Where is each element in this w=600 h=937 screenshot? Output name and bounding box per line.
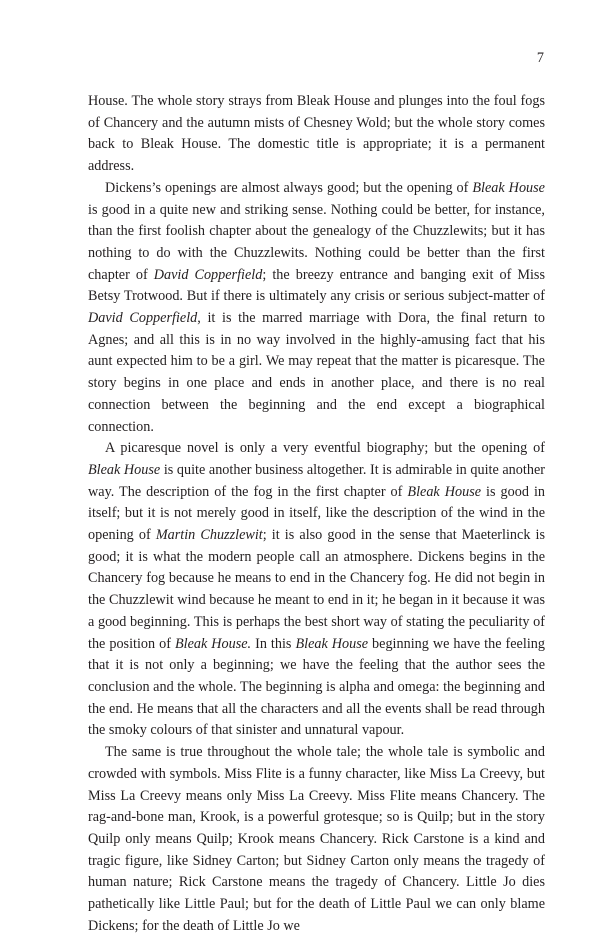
paragraph <box>88 438 545 742</box>
text-run: Dickens’s openings are almost always good; but the opening of <box>105 179 473 196</box>
italic-title-run: Bleak House <box>295 635 369 652</box>
italic-title-run: David Copperfield <box>153 266 263 283</box>
paragraph <box>88 91 545 178</box>
italic-title-run: David Copperfield <box>88 310 198 327</box>
text-run: In this <box>251 635 296 652</box>
paragraph <box>88 178 545 438</box>
text-run: A picaresque novel is only a very eventful biography; but the opening of <box>105 440 545 457</box>
paragraph <box>88 742 545 937</box>
italic-title-run: Bleak House. <box>174 635 252 652</box>
body-text <box>88 91 545 937</box>
italic-title-run: Bleak House <box>472 179 545 196</box>
text-run: is good in itself; but it is not merely good in itself, like the description of the wind in the opening of <box>88 483 545 544</box>
text-run: House. The whole story strays from Bleak House and plunges into the foul fogs of Chancery and the autumn mists of Chesney Wold; but the whole story comes back to Bleak House. The domestic title is appropriate; it is a permanent address. <box>88 93 545 175</box>
italic-title-run: Martin Chuzzlewit <box>155 527 263 544</box>
text-run: , it is the marred marriage with Dora, the final return to Agnes; and all this is in no way involved in the highly-amusing fact that his aunt expected him to be a girl. We may repeat that the matter is picaresque. The story begins in one place and ends in another place, and there is no real connection between the beginning and the end except a biographical connection. <box>88 310 546 435</box>
italic-title-run: Bleak House <box>407 483 482 500</box>
italic-title-run: Bleak House <box>88 461 161 478</box>
text-run: ; the breezy entrance and banging exit of Miss Betsy Trotwood. But if there is ultimately any crisis or serious subject-matter of <box>88 266 545 305</box>
page-number: 7 <box>536 50 544 66</box>
text-run: ; it is also good in the sense that Maeterlinck is good; it is what the modern people call an atmosphere. Dickens begins in the Chancery fog because he means to end in the Chancery fog. He did not begin in the Chuzzlewit wind because he meant to end in it; he began in it because it was a good beginning. This is perhaps the best short way of stating the peculiarity of the position of <box>88 527 545 652</box>
text-run: The same is true throughout the whole tale; the whole tale is symbolic and crowded with symbols. Miss Flite is a funny character, like Miss La Creevy, but Miss La Creevy means only Miss La Creevy. Miss Flite means Chancery. The rag-and-bone man, Krook, is a powerful grotesque; so is Quilp; but in the story Quilp only means Quilp; Krook means Chancery. Rick Carstone is a kind and tragic figure, like Sidney Carton; but Sidney Carton only means the tragedy of human nature; Rick Carstone means the tragedy of Chancery. Little Jo dies pathetically like Little Paul; but for the death of Little Paul we can only blame Dickens; for the death of Little Jo we <box>88 744 545 934</box>
text-run: beginning we have the feeling that it is not only a beginning; we have the feeling that the author sees the conclusion and the whole. The beginning is alpha and omega: the beginning and the end. He means that all the characters and all the events shall be read through the smoky colours of that sinister and unnatural vapour. <box>88 635 545 739</box>
text-run: is good in a quite new and striking sense. Nothing could be better, for instance, than the first foolish chapter about the genealogy of the Chuzzlewits; but it has nothing to do with the Chuzzlewits. Nothing could be better than the first chapter of <box>88 201 545 283</box>
text-run: is quite another business altogether. It is admirable in quite another way. The description of the fog in the first chapter of <box>88 461 545 500</box>
